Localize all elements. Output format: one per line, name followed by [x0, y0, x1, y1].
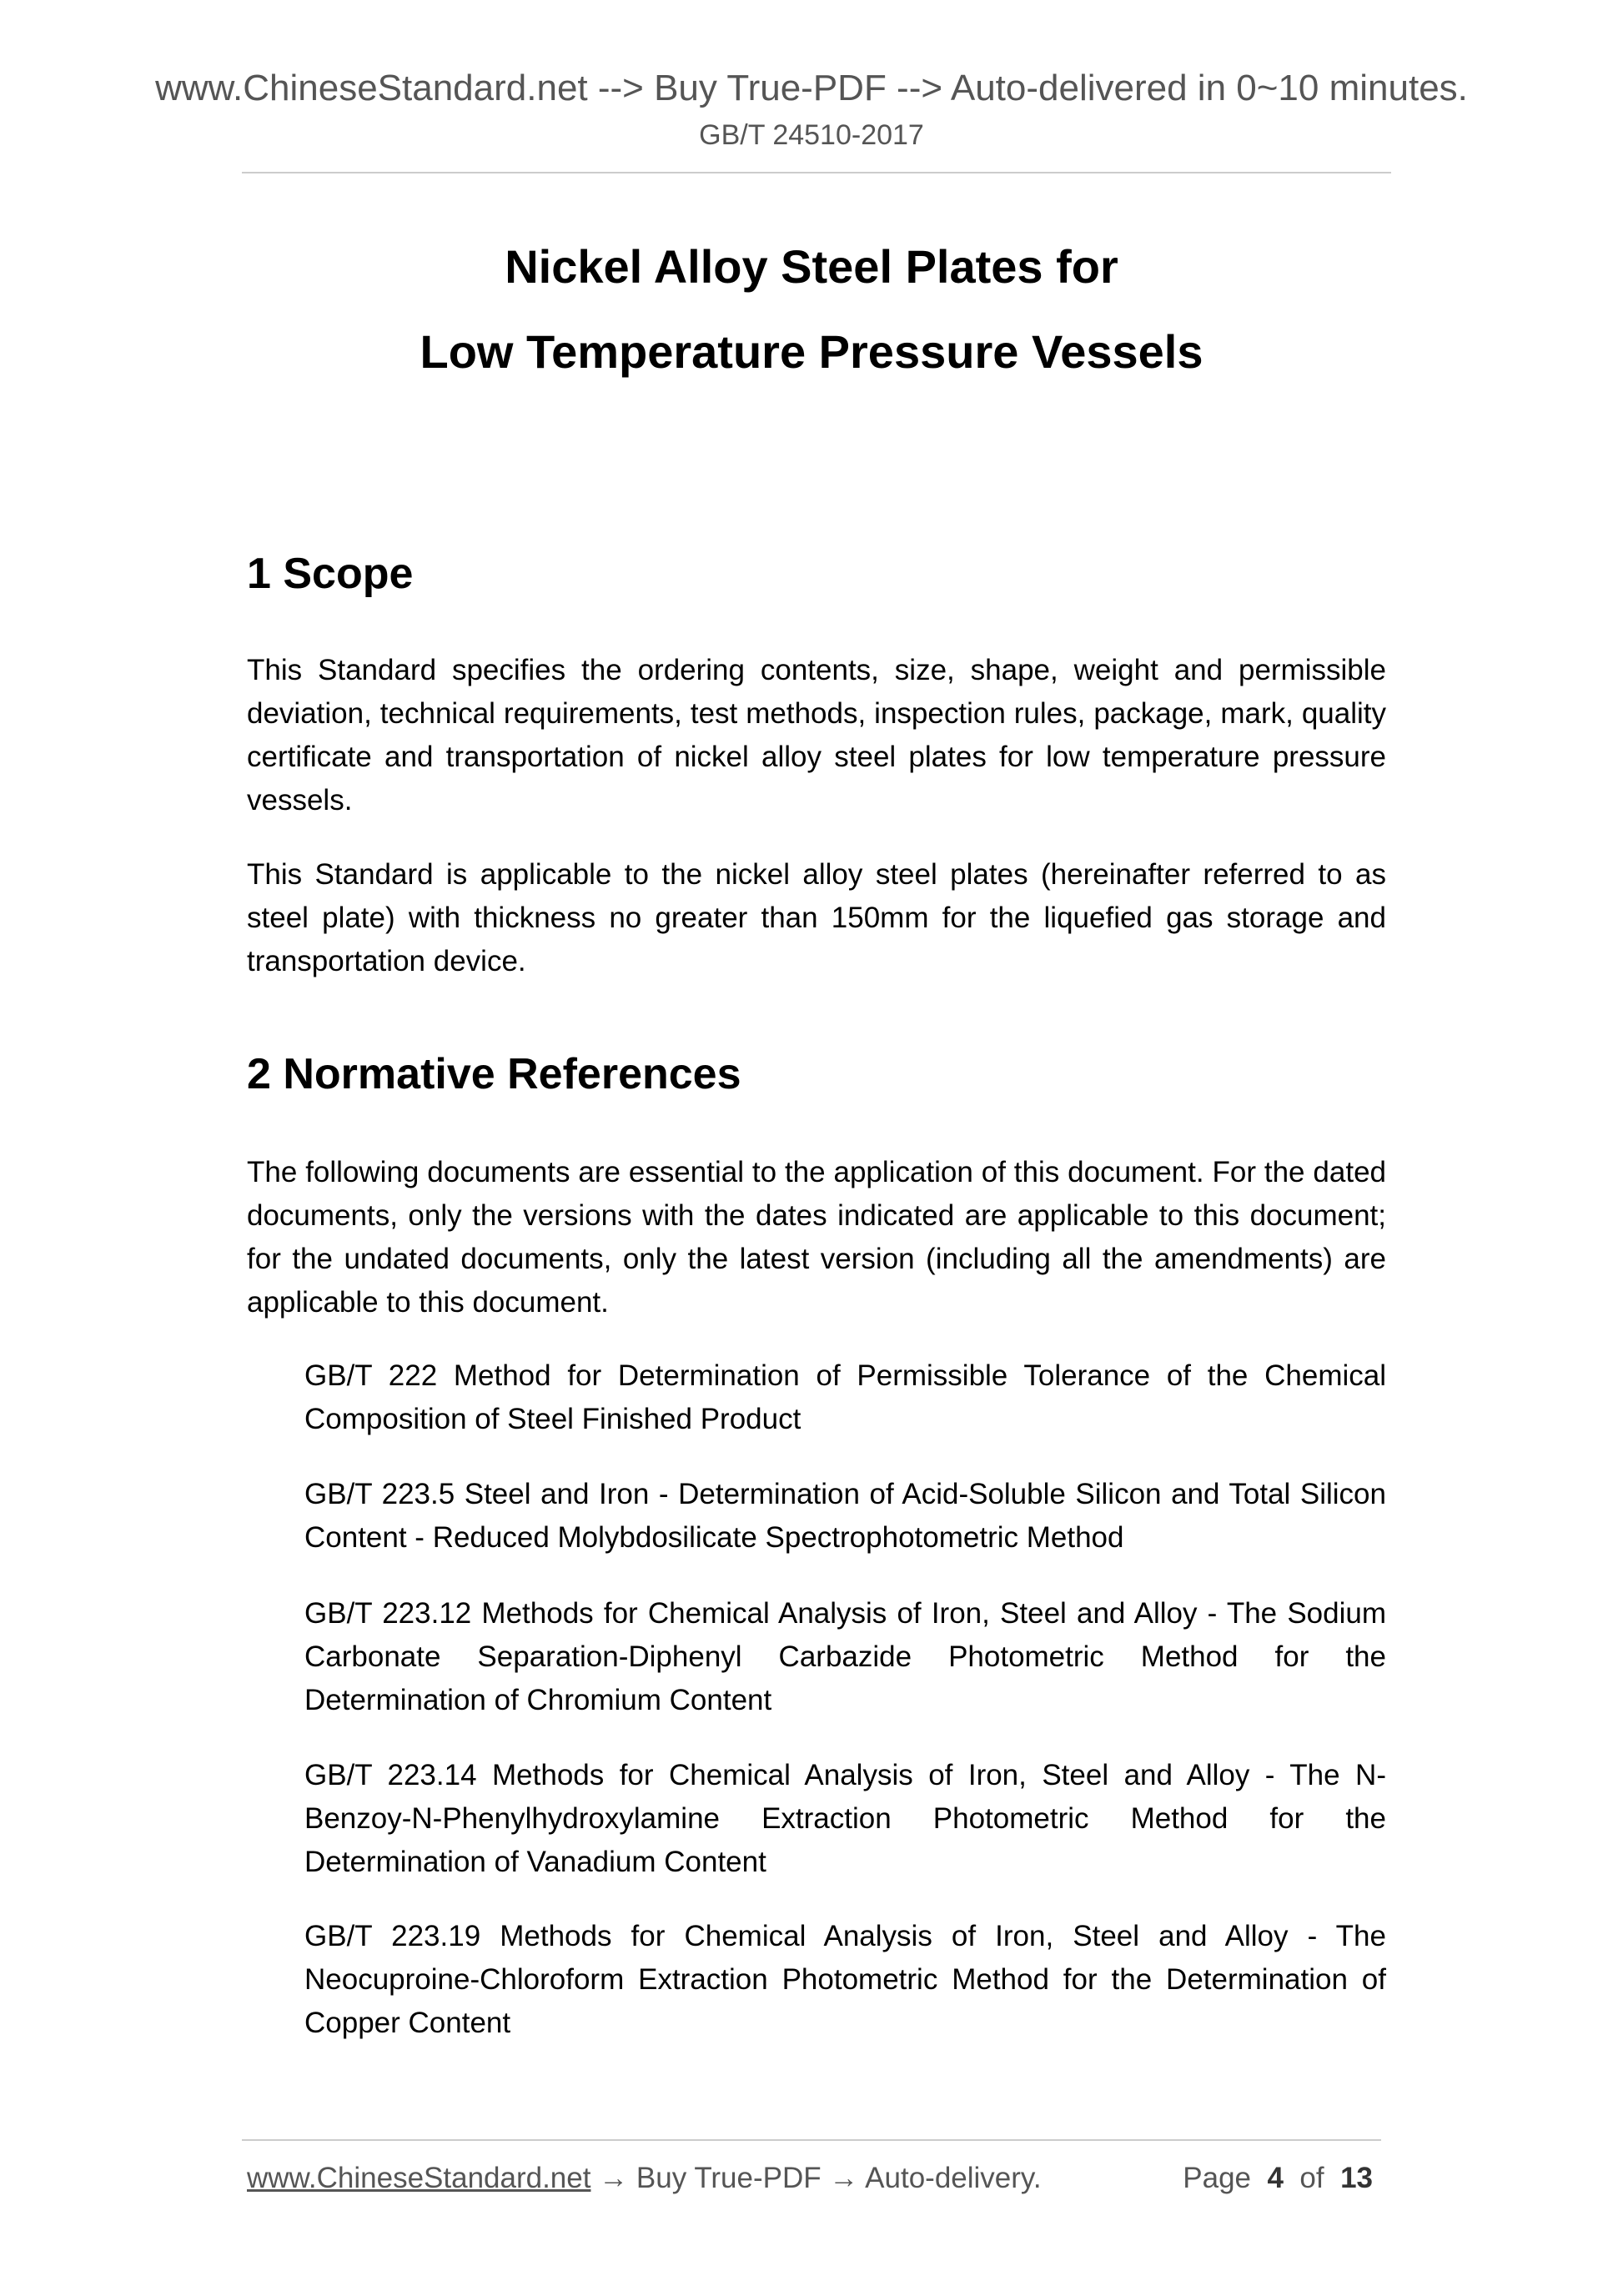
document-title-line-1: Nickel Alloy Steel Plates for — [505, 240, 1118, 293]
references-intro-paragraph: The following documents are essential to the application of this document. For the dated documents, only the versions with the dates indicated are applicable to this document; for the undated documents, only the latest version (including all the amendments) are applicable to this document. — [247, 1156, 1386, 1319]
header-divider — [242, 172, 1391, 173]
reference-item: GB/T 222 Method for Determination of Permissible Tolerance of the Chemical Composition of Steel Finished Product — [304, 1359, 1386, 1435]
header-banner: www.ChineseStandard.net --> Buy True-PDF --> Auto-delivered in 0~10 minutes. — [155, 68, 1468, 108]
of-label: of — [1299, 2162, 1324, 2194]
standard-code: GB/T 24510-2017 — [699, 119, 924, 151]
reference-item: GB/T 223.12 Methods for Chemical Analysis of Iron, Steel and Alloy - The Sodium Carbonate Separation-Diphenyl Carbazide Photometric Method for the Determination of Chromium Content — [304, 1597, 1386, 1716]
total-pages: 13 — [1340, 2162, 1373, 2194]
page-label: Page — [1183, 2162, 1252, 2194]
document-title-line-2: Low Temperature Pressure Vessels — [420, 325, 1203, 378]
reference-item: GB/T 223.5 Steel and Iron - Determination of Acid-Soluble Silicon and Total Silicon Content - Reduced Molybdosilicate Spectrophotometric Method — [304, 1478, 1386, 1554]
footer-links — [247, 2158, 1042, 2198]
footer-divider — [242, 2139, 1381, 2141]
reference-item: GB/T 223.19 Methods for Chemical Analysis of Iron, Steel and Alloy - The Neocuproine-Chloroform Extraction Photometric Method for the Determination of Copper Content — [304, 1920, 1386, 2039]
page-number: 4 — [1267, 2162, 1284, 2194]
page-indicator — [1183, 2158, 1373, 2198]
section-heading-normative-references: 2 Normative References — [247, 1050, 741, 1098]
reference-item: GB/T 223.14 Methods for Chemical Analysis of Iron, Steel and Alloy - The N-Benzoy-N-Phenylhydroxylamine Extraction Photometric Method for the Determination of Vanadium Content — [304, 1759, 1386, 1878]
footer-site-link[interactable]: www.ChineseStandard.net — [247, 2162, 591, 2194]
section-heading-scope: 1 Scope — [247, 550, 414, 598]
footer-text: → Buy True-PDF → Auto-delivery. — [590, 2162, 1042, 2194]
scope-paragraph-1: This Standard specifies the ordering contents, size, shape, weight and permissible deviation, technical requirements, test methods, inspection rules, package, mark, quality certificate and transportation of nickel alloy steel plates for low temperature pressure vessels. — [247, 654, 1386, 816]
scope-paragraph-2: This Standard is applicable to the nickel alloy steel plates (hereinafter referred to as steel plate) with thickness no greater than 150mm for the liquefied gas storage and transportation device. — [247, 858, 1386, 977]
